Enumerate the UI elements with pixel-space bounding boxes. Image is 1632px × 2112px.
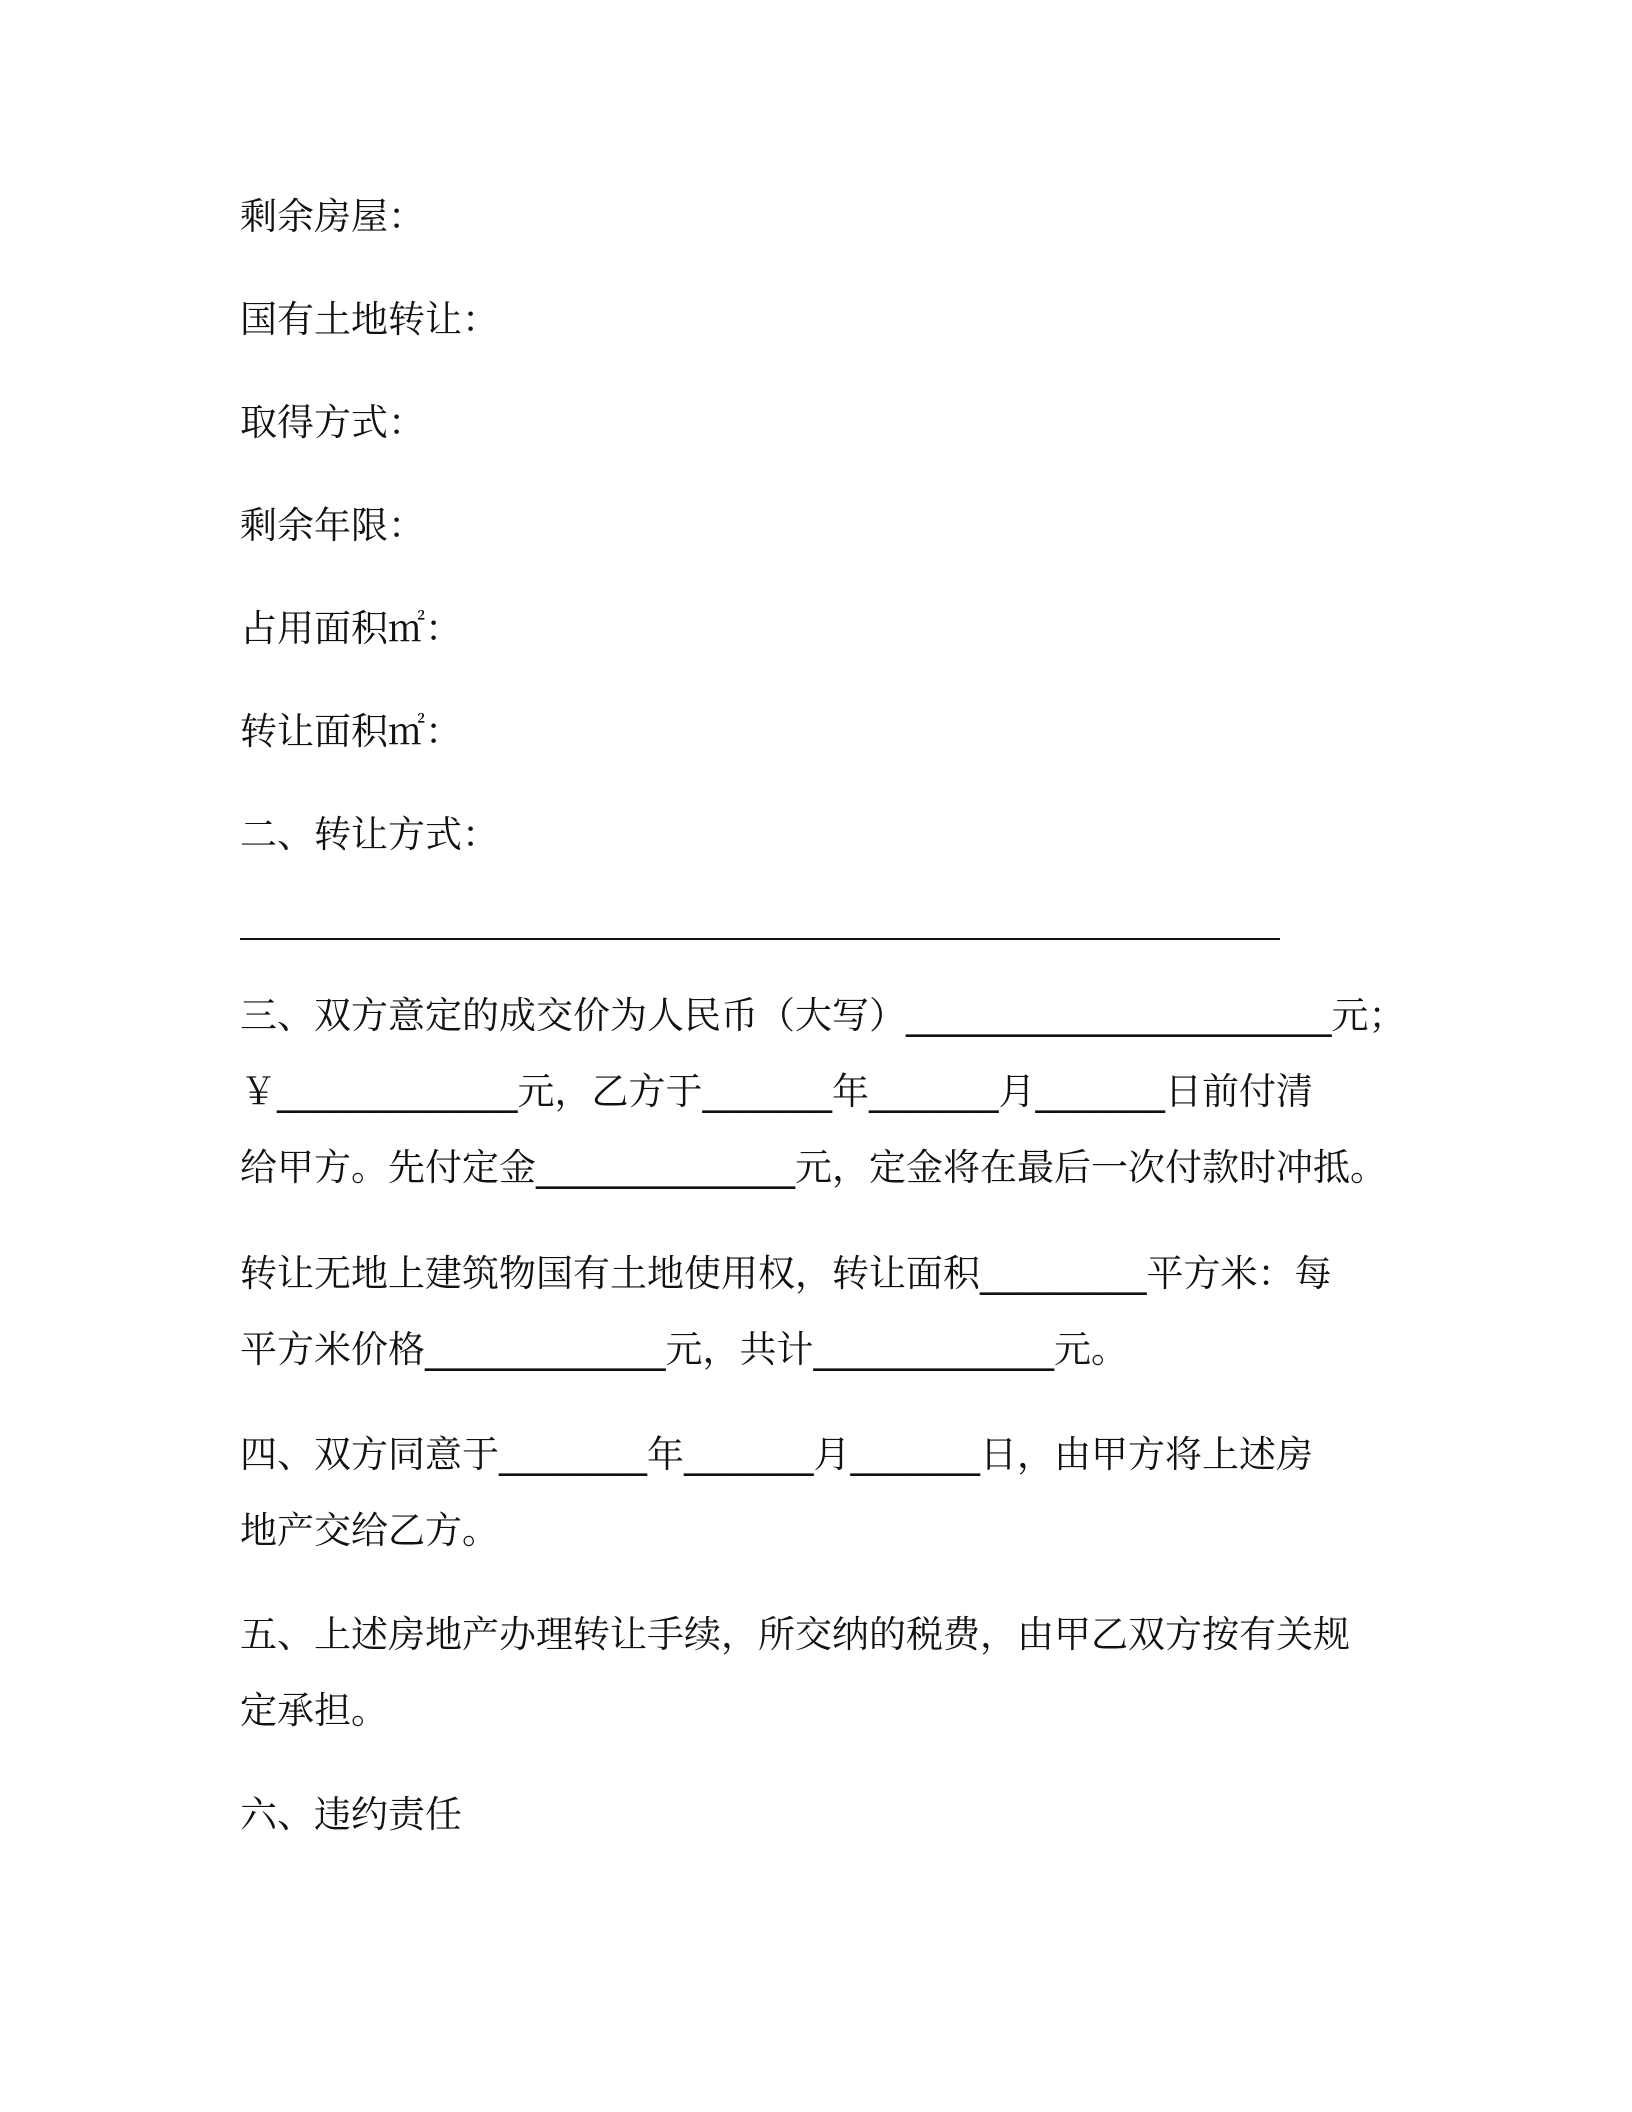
field-transfer-area: 转让面积㎡： (240, 710, 462, 753)
land-use-right-line-2: 平方米价格_____________元，共计_____________元。 (240, 1328, 1128, 1371)
section-2-transfer-method: 二、转让方式： (240, 813, 499, 856)
section-5-line-2: 定承担。 (240, 1689, 388, 1732)
section-4-line-1: 四、双方同意于________年_______月_______日，由甲方将上述房 (240, 1433, 1313, 1476)
field-remaining-house: 剩余房屋： (240, 195, 425, 238)
section-5-line-1: 五、上述房地产办理转让手续，所交纳的税费，由甲乙双方按有关规 (240, 1613, 1350, 1656)
field-state-land-transfer: 国有土地转让： (240, 298, 499, 341)
section-3-price-line-1: 三、双方意定的成交价为人民币（大写）_______________________元； (240, 994, 1406, 1037)
blank-underline (240, 938, 1280, 940)
field-acquisition-method: 取得方式： (240, 401, 425, 444)
section-4-line-2: 地产交给乙方。 (240, 1509, 499, 1552)
section-3-price-line-3: 给甲方。先付定金______________元，定金将在最后一次付款时冲抵。 (240, 1146, 1387, 1189)
field-remaining-years: 剩余年限： (240, 504, 425, 547)
field-occupied-area: 占用面积㎡： (240, 607, 462, 650)
section-6-heading: 六、违约责任 (240, 1793, 462, 1836)
land-use-right-line-1: 转让无地上建筑物国有土地使用权，转让面积_________平方米：每 (240, 1252, 1332, 1295)
section-3-price-line-2: ￥_____________元，乙方于_______年_______月_______日前付清 (240, 1070, 1313, 1113)
